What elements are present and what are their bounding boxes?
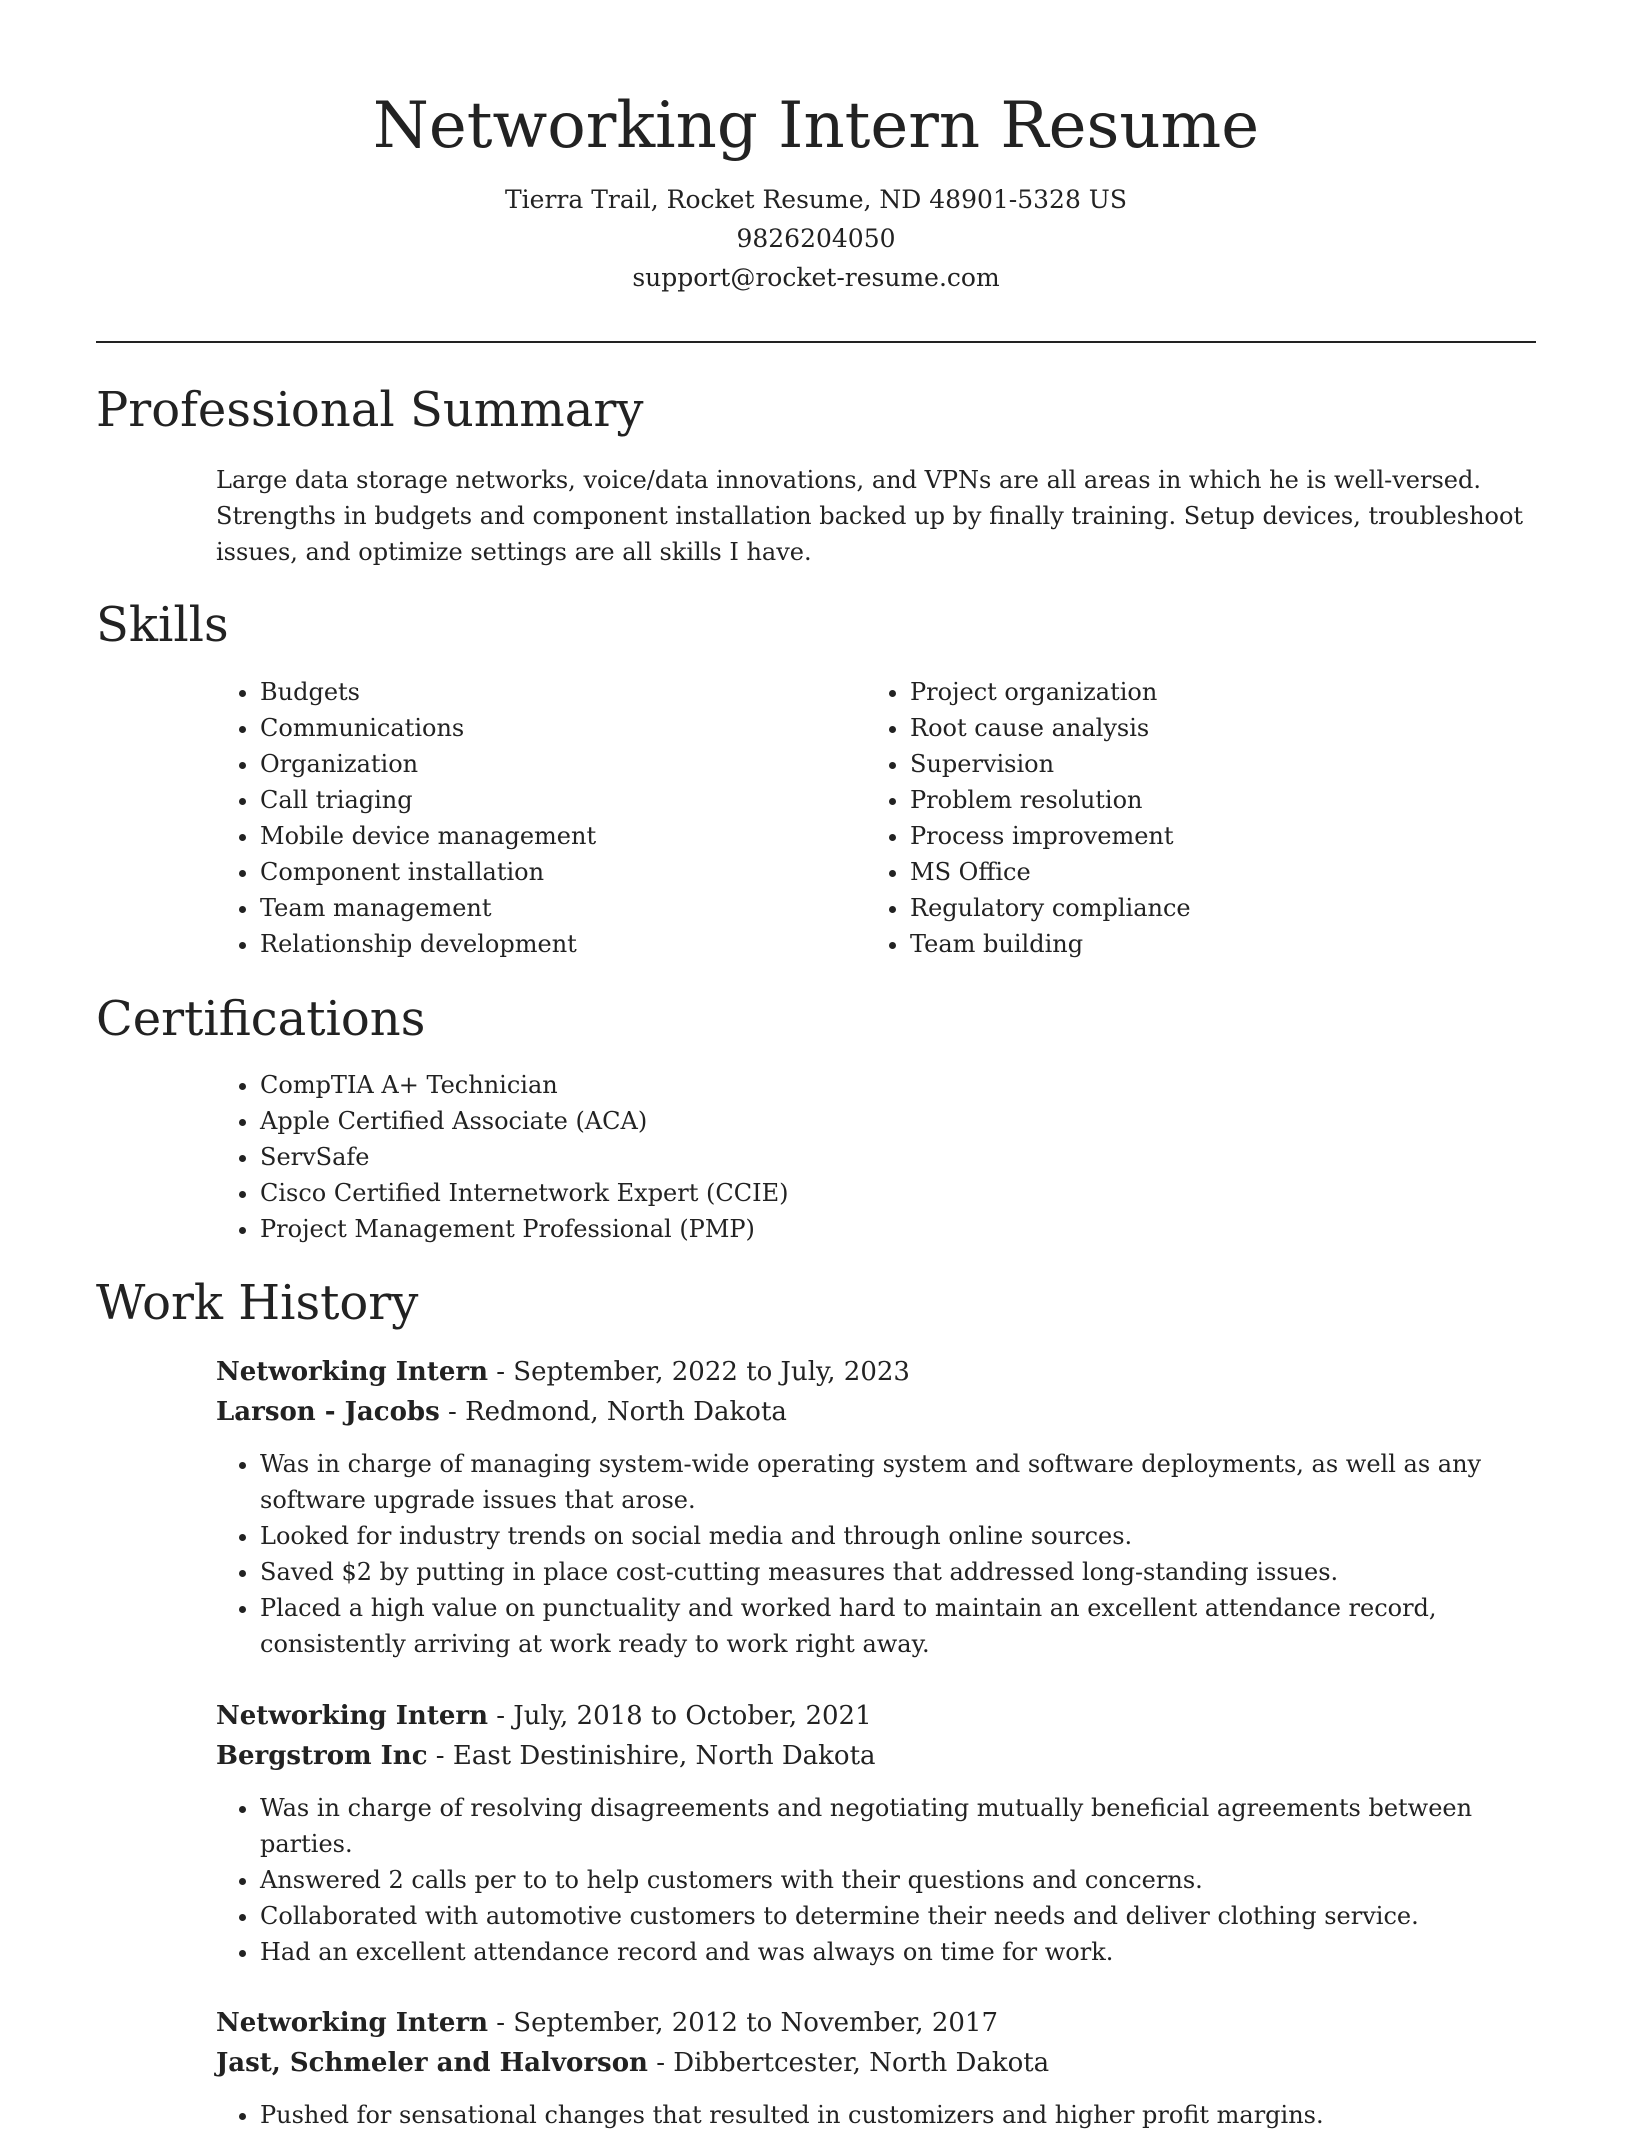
phone: 9826204050 — [736, 224, 896, 253]
list-item: • Collaborated with automotive customers to determine their needs and deliver clothing service. — [260, 1898, 1570, 1934]
summary-heading: Professional Summary — [96, 382, 644, 438]
email: support@rocket-resume.com — [632, 263, 1000, 292]
list-item: • Was in charge of resolving disagreements and negotiating mutually beneficial agreements between parties. — [260, 1790, 1570, 1862]
job-role: Networking Intern — [216, 1357, 488, 1387]
list-item: • Problem resolution — [910, 782, 1530, 818]
job-company: Larson - Jacobs — [216, 1397, 440, 1427]
header-divider — [96, 341, 1536, 343]
job-bullets — [216, 1446, 1570, 1662]
address: Tierra Trail, Rocket Resume, ND 48901-5328 US — [505, 185, 1127, 214]
list-item: • Relationship development — [260, 926, 860, 962]
list-item: • Answered 2 calls per to to help customers with their questions and concerns. — [260, 1862, 1570, 1898]
list-item: • Was in charge of managing system-wide operating system and software deployments, as well as any software upgrade issues that arose. — [260, 1446, 1570, 1518]
list-item: • Had an excellent attendance record and was always on time for work. — [260, 1934, 1570, 1970]
job-company: Jast, Schmeler and Halvorson — [216, 2048, 648, 2078]
list-item: • Organization — [260, 746, 860, 782]
work-history-heading: Work History — [96, 1275, 419, 1331]
list-item: • MS Office — [910, 854, 1530, 890]
summary-text: Large data storage networks, voice/data innovations, and VPNs are all areas in which he is well-versed. Strengths in budgets and component installation backed up by finally training. Setup devices, troubleshoot issues, and optimize settings are all skills I have. — [216, 466, 1524, 566]
job-location: - Dibbertcester, North Dakota — [647, 2048, 1050, 2078]
resume-header — [96, 80, 1536, 297]
job-title-line — [216, 1352, 910, 1392]
list-item: • CompTIA A+ Technician — [260, 1067, 1570, 1103]
list-item: • Component installation — [260, 854, 860, 890]
job-role: Networking Intern — [216, 1701, 488, 1731]
job-company-line — [216, 2043, 1049, 2083]
list-item: • Budgets — [260, 674, 860, 710]
list-item: • Cisco Certified Internetwork Expert (CCIE) — [260, 1175, 1570, 1211]
list-item: • Team building — [910, 926, 1530, 962]
list-item: • Supervision — [910, 746, 1530, 782]
list-item: • Apple Certified Associate (ACA) — [260, 1103, 1570, 1139]
job-company-line — [216, 1736, 876, 1776]
certifications-heading: Certifications — [96, 991, 426, 1047]
list-item: • Call triaging — [260, 782, 860, 818]
list-item: • Communications — [260, 710, 860, 746]
list-item: • ServSafe — [260, 1139, 1570, 1175]
job-title-line — [216, 2003, 998, 2043]
list-item: • Root cause analysis — [910, 710, 1530, 746]
job-dates: - July, 2018 to October, 2021 — [487, 1701, 872, 1731]
job-company-line — [216, 1392, 787, 1432]
job-bullets — [216, 1790, 1570, 1970]
list-item: • Team management — [260, 890, 860, 926]
certifications-list — [216, 1067, 1570, 1247]
job-location: - Redmond, North Dakota — [439, 1397, 787, 1427]
list-item: • Process improvement — [910, 818, 1530, 854]
list-item: • Regulatory compliance — [910, 890, 1530, 926]
skills-heading: Skills — [96, 597, 229, 653]
list-item: • Mobile device management — [260, 818, 860, 854]
list-item: • Project organization — [910, 674, 1530, 710]
job-location: - East Destinishire, North Dakota — [427, 1741, 876, 1771]
job-dates: - September, 2022 to July, 2023 — [487, 1357, 910, 1387]
job-title-line — [216, 1696, 872, 1736]
job-company: Bergstrom Inc — [216, 1741, 428, 1771]
job-role: Networking Intern — [216, 2008, 488, 2038]
job-bullets — [216, 2097, 1570, 2133]
list-item: • Project Management Professional (PMP) — [260, 1211, 1570, 1247]
skills-list-right — [866, 674, 1530, 962]
job-dates: - September, 2012 to November, 2017 — [487, 2008, 998, 2038]
list-item: • Pushed for sensational changes that resulted in customizers and higher profit margins. — [260, 2097, 1570, 2133]
list-item: • Looked for industry trends on social media and through online sources. — [260, 1518, 1570, 1554]
resume-title: Networking Intern Resume — [372, 89, 1260, 163]
list-item: • Placed a high value on punctuality and worked hard to maintain an excellent attendance record, consistently arriving at work ready to work right away. — [260, 1590, 1570, 1662]
skills-list-left — [216, 674, 860, 962]
list-item: • Saved $2 by putting in place cost-cutting measures that addressed long-standing issues. — [260, 1554, 1570, 1590]
